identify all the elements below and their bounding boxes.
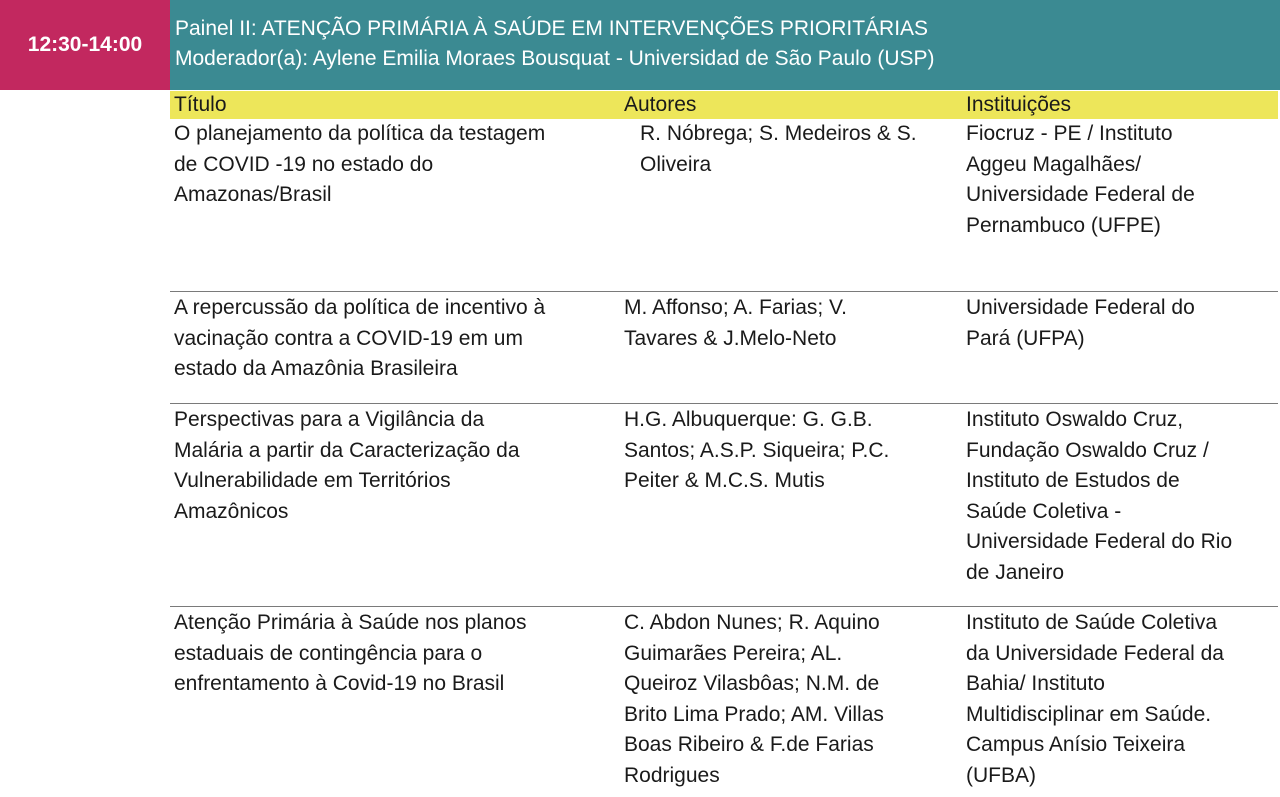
title-line: estaduais de contingência para o xyxy=(174,641,483,665)
institutions-line: Fiocruz - PE / Instituto xyxy=(966,122,1173,145)
institutions-line: Pará (UFPA) xyxy=(966,326,1085,350)
table-row xyxy=(170,292,1278,404)
title-line: Vulnerabilidade em Territórios xyxy=(174,469,451,492)
authors-line: H.G. Albuquerque: G. G.B. xyxy=(624,408,873,431)
title-line: Malária a partir da Caracterização da xyxy=(174,438,520,462)
authors-line: Rodrigues xyxy=(624,763,720,787)
institutions-line: Aggeu Magalhães/ xyxy=(966,152,1142,176)
institutions-line: (UFBA) xyxy=(966,763,1036,787)
title-line: A repercussão da política de incentivo à xyxy=(174,296,546,319)
title-line: Atenção Primária à Saúde nos planos xyxy=(174,611,527,634)
institutions-line: Instituto Oswaldo Cruz, xyxy=(966,408,1184,431)
authors-line: Guimarães Pereira; AL. xyxy=(624,641,843,665)
authors-line: Oliveira xyxy=(640,152,712,176)
authors-line: Queiroz Vilasbôas; N.M. de xyxy=(624,672,880,695)
row-institutions xyxy=(962,405,1278,606)
institutions-line: Multidisciplinar em Saúde. xyxy=(966,702,1212,726)
title-line: vacinação contra a COVID-19 em um xyxy=(174,326,523,350)
institutions-line: Saúde Coletiva - xyxy=(966,499,1122,523)
table-header xyxy=(170,91,1278,119)
panel-header xyxy=(170,0,1280,90)
table-row xyxy=(170,404,1278,607)
header-authors: Autores xyxy=(624,93,697,116)
authors-line: Boas Ribeiro & F.de Farias xyxy=(624,733,874,756)
institutions-line: Pernambuco (UFPE) xyxy=(966,213,1161,237)
presentations-table xyxy=(170,91,1278,797)
authors-line: Peiter & M.C.S. Mutis xyxy=(624,469,825,492)
institutions-line: Bahia/ Instituto xyxy=(966,672,1105,695)
authors-line: R. Nóbrega; S. Medeiros & S. xyxy=(640,122,917,145)
row-title xyxy=(170,119,620,291)
title-line: Amazônicos xyxy=(174,499,289,523)
row-title xyxy=(170,405,620,606)
authors-line: Tavares & J.Melo-Neto xyxy=(624,326,837,350)
header-title: Título xyxy=(174,93,227,116)
row-title xyxy=(170,608,620,797)
panel-moderator: Moderador(a): Aylene Emilia Moraes Bousquat - Universidad de São Paulo (USP) xyxy=(175,47,935,70)
authors-line: C. Abdon Nunes; R. Aquino xyxy=(624,611,880,634)
row-authors xyxy=(620,405,962,606)
institutions-line: Universidade Federal de xyxy=(966,183,1195,206)
row-institutions xyxy=(962,608,1278,797)
institutions-line: Fundação Oswaldo Cruz / xyxy=(966,438,1209,462)
row-authors xyxy=(620,119,962,291)
panel-title: Painel II: ATENÇÃO PRIMÁRIA À SAÚDE EM INTERVENÇÕES PRIORITÁRIAS xyxy=(175,17,929,40)
authors-line: Santos; A.S.P. Siqueira; P.C. xyxy=(624,438,890,462)
institutions-line: Campus Anísio Teixeira xyxy=(966,733,1186,756)
authors-line: Brito Lima Prado; AM. Villas xyxy=(624,702,884,726)
title-line: estado da Amazônia Brasileira xyxy=(174,357,458,380)
institutions-line: da Universidade Federal da xyxy=(966,641,1224,665)
row-institutions xyxy=(962,293,1278,403)
table-row xyxy=(170,119,1278,292)
institutions-line: Instituto de Saúde Coletiva xyxy=(966,611,1217,634)
row-institutions xyxy=(962,119,1278,291)
row-authors xyxy=(620,293,962,403)
institutions-line: de Janeiro xyxy=(966,560,1065,584)
institutions-line: Instituto de Estudos de xyxy=(966,469,1180,492)
row-title xyxy=(170,293,620,403)
institutions-line: Universidade Federal do Rio xyxy=(966,530,1233,553)
title-line: Perspectivas para a Vigilância da xyxy=(174,408,485,431)
authors-line: M. Affonso; A. Farias; V. xyxy=(624,296,847,319)
header-institutions: Instituições xyxy=(966,93,1072,116)
title-line: enfrentamento à Covid-19 no Brasil xyxy=(174,672,505,695)
title-line: Amazonas/Brasil xyxy=(174,183,332,206)
institutions-line: Universidade Federal do xyxy=(966,296,1195,319)
row-authors xyxy=(620,608,962,797)
table-row xyxy=(170,607,1278,797)
title-line: O planejamento da política da testagem xyxy=(174,122,546,145)
session-time: 12:30-14:00 xyxy=(0,0,170,90)
title-line: de COVID -19 no estado do xyxy=(174,152,434,176)
